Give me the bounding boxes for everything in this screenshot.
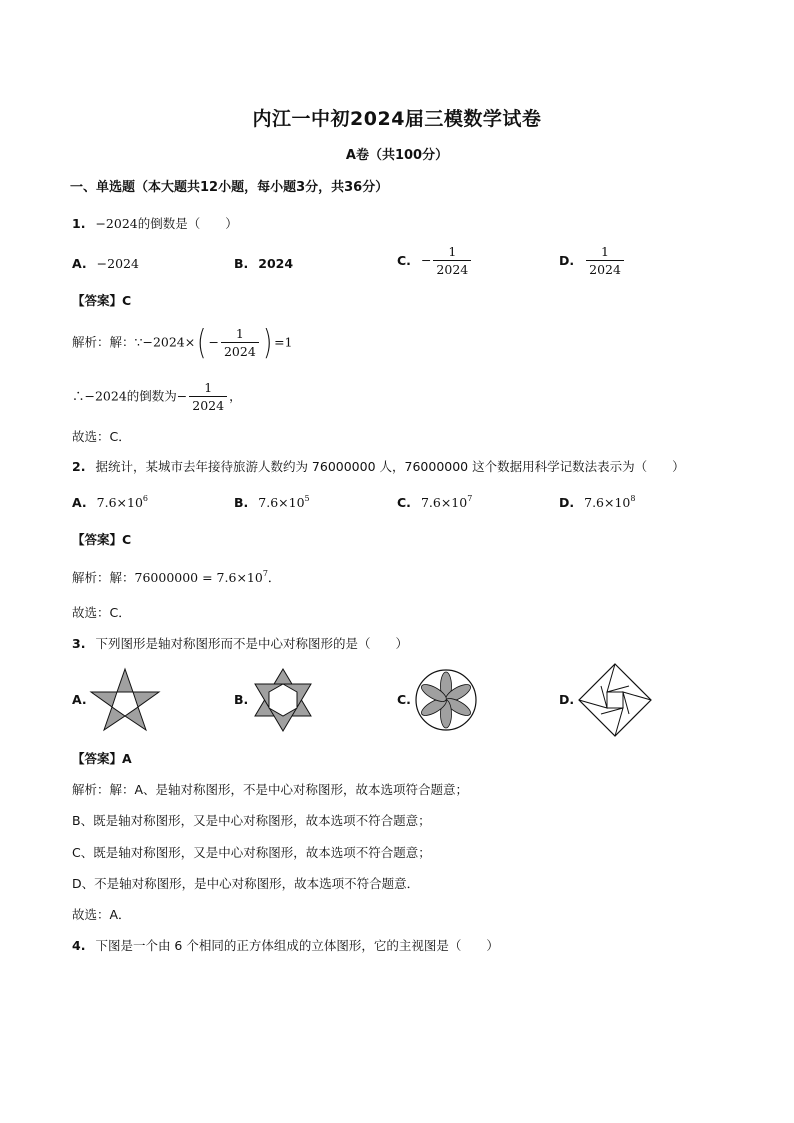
option-a[interactable] <box>72 494 148 510</box>
right-paren: ) <box>262 323 273 363</box>
solution-line <box>72 568 280 586</box>
five-point-star-icon[interactable] <box>89 666 161 732</box>
choice-line: 故选：C． <box>72 605 131 620</box>
question-expression: −2024 <box>95 216 138 231</box>
answer: 【答案】C <box>72 293 132 308</box>
question-stem: 下列图形是轴对称图形而不是中心对称图形的是（ ） <box>95 636 408 651</box>
solution-line: C、既是轴对称图形，又是中心对称图形，故本选项不符合题意； <box>72 845 431 860</box>
question-stem: 据统计，某城市去年接待旅游人数约为 76000000 人，76000000 这个数据用科学记数法表示为（ ） <box>95 459 685 474</box>
answer: 【答案】C <box>72 532 132 547</box>
solution-prefix: 解析：解： <box>72 570 135 585</box>
question-number: 3. <box>72 636 86 651</box>
question-stem: 下图是一个由 6 个相同的正方体组成的立体图形，它的主视图是（ ） <box>95 938 499 953</box>
question-2 <box>72 457 685 475</box>
option-b[interactable] <box>234 494 310 510</box>
exam-title: 内江一中初2024届三模数学试卷 <box>252 108 542 130</box>
option-label: C. <box>397 252 411 268</box>
circle-flower-icon[interactable] <box>413 667 479 733</box>
question-1 <box>72 214 238 232</box>
option-c[interactable] <box>397 244 473 278</box>
option-label: D. <box>559 252 575 268</box>
fraction <box>433 244 471 278</box>
option-label: C. <box>397 495 411 510</box>
question-3 <box>72 634 408 652</box>
conclusion-line <box>72 380 242 414</box>
denominator: 2024 <box>221 342 259 360</box>
solution-left: −2024× <box>142 334 196 350</box>
solution-sign: − <box>208 334 219 350</box>
option-base: 7.6×10 <box>420 495 468 510</box>
fraction <box>586 244 624 278</box>
hexagram-icon[interactable] <box>252 667 314 733</box>
choice-line: 故选：C． <box>72 429 131 444</box>
choice-line: 故选：A． <box>72 907 131 922</box>
question-4 <box>72 936 499 954</box>
solution-line: B、既是轴对称图形，又是中心对称图形，故本选项不符合题意； <box>72 813 431 828</box>
question-number: 4. <box>72 938 86 953</box>
denominator: 2024 <box>586 260 624 278</box>
denominator: 2024 <box>189 396 227 414</box>
answer: 【答案】A <box>72 751 132 766</box>
option-exponent: 7 <box>467 494 473 503</box>
solution-line: 解析：解：A、是轴对称图形，不是中心对称图形，故本选项符合题意； <box>72 782 469 797</box>
option-exponent: 5 <box>304 494 310 503</box>
option-d[interactable] <box>559 494 635 510</box>
option-label: D. <box>559 495 575 510</box>
option-c[interactable] <box>397 494 472 510</box>
solution-prefix: 解析：解： <box>72 334 135 350</box>
option-sign: − <box>420 252 432 268</box>
exam-subtitle: A卷（共100分） <box>345 148 449 163</box>
option-label: A. <box>72 256 87 271</box>
conclusion-sign: − <box>176 388 188 404</box>
numerator: 1 <box>601 244 609 259</box>
option-text: −2024 <box>96 256 139 271</box>
option-label: B. <box>234 692 249 707</box>
option-base: 7.6×10 <box>258 495 305 510</box>
option-base: 7.6×10 <box>584 495 631 510</box>
option-exponent: 6 <box>142 494 149 503</box>
conclusion-end: ， <box>229 388 242 404</box>
option-text: 2024 <box>258 256 294 271</box>
since-symbol: ∵ <box>134 334 143 350</box>
numerator: 1 <box>204 380 213 395</box>
solution-base: 76000000 = 7.6×10 <box>134 570 263 585</box>
question-stem: 的倒数是（ ） <box>137 216 238 231</box>
pinwheel-square-icon[interactable] <box>577 662 653 738</box>
numerator: 1 <box>235 326 244 341</box>
section-heading: 一、单选题（本大题共12小题，每小题3分，共36分） <box>70 180 389 195</box>
option-a[interactable] <box>72 256 139 271</box>
fraction <box>189 380 227 414</box>
option-label: A. <box>72 692 87 707</box>
fraction <box>221 326 259 360</box>
option-base: 7.6×10 <box>96 495 143 510</box>
option-b[interactable] <box>234 256 293 271</box>
question-number: 2. <box>72 459 86 474</box>
option-d[interactable] <box>559 244 626 278</box>
option-exponent: 8 <box>630 494 636 503</box>
option-label: D. <box>559 692 575 707</box>
solution-line <box>72 323 293 363</box>
solution-end: ． <box>267 570 281 585</box>
solution-exponent: 7 <box>262 569 268 578</box>
option-label: A. <box>72 495 87 510</box>
left-paren: ( <box>197 323 207 363</box>
solution-equals: =1 <box>274 334 293 350</box>
option-label: C. <box>397 692 411 707</box>
question-number: 1. <box>72 216 86 231</box>
option-label: B. <box>234 495 249 510</box>
conclusion-text: ∴−2024的倒数为 <box>72 388 177 404</box>
denominator: 2024 <box>433 260 471 278</box>
numerator: 1 <box>448 244 457 259</box>
option-label: B. <box>234 256 249 271</box>
solution-line: D、不是轴对称图形，是中心对称图形，故本选项不符合题意． <box>72 876 420 891</box>
